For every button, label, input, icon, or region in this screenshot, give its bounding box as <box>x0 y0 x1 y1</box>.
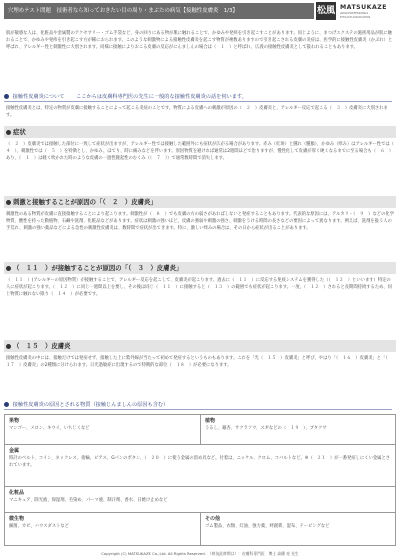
allergy-heading: （ １１ ）が接触することが原因の「（ ３ ）皮膚炎」 <box>4 262 396 274</box>
bullet-icon <box>6 344 11 349</box>
section-note: ここからは皮膚科専門医の先生に一般的な接触性皮膚炎の話を伺います。 <box>76 94 247 100</box>
page-footer: Copyright (C) MATSUKAZE Co.,Ltd. All Rights Reserved. （病気此時期は）：皮膚科専門医 博士 高橋 亮 先生 <box>101 551 299 556</box>
section-heading-about: 接触性皮膚炎について ここからは皮膚科専門医の先生に一般的な接触性皮膚炎の話を伺います。 <box>4 92 247 102</box>
page-title: 技術者なら知っておきたい目の周り・まぶたの病気【接触性皮膚炎 1/3】 <box>56 8 238 14</box>
bullet-icon <box>6 130 11 135</box>
intro-paragraph: 肌が敏感な人は、化粧品や金属製のアクセサリー・ゴム手袋など、身の回りにある物が肌に触れることで、かゆみや発疹を引き起こすことがあります。同じように、まつげエクステの施術用品が肌に触れることで、かゆみや発疹を引き起こす方が稀におられます。このような刺激物による接触性皮膚炎を起こす物質が複数ありますので引き起こされる皮膚の炎症は、医学的に接触性皮膚炎（かぶれ）と呼ばれ、アレルギー性と刺激性に大別されます。同様に接触によりおこる皮膚の反応がにんましんの場合は（ １ ）と呼ばれ、広義の接触性皮膚炎として扱われることもあります。 <box>6 31 393 51</box>
bullet-icon <box>4 94 9 99</box>
irritant-heading: 刺激と接触することが原因の「（ ２ ）皮膚炎」 <box>4 196 396 208</box>
brand-subtitle-2: EYELASH ASSOCIATION <box>340 16 371 19</box>
cause-cell-plant: 植物 うるし、銀杏、サクラソウ、スギなどの（ １９ ）、ブタクサ <box>201 415 395 445</box>
cause-cell-other: その他 ゴム製品、衣類、灯油、強力薬、絆創膏、湿布、テーピングなど <box>205 516 330 529</box>
brand-name-block <box>340 4 398 19</box>
cause-cell-fruit: 果物 マンゴー、メロン、キウイ、いちじくなど <box>5 415 201 445</box>
page-header <box>0 0 400 22</box>
bullet-icon <box>6 200 11 205</box>
cause-cell-cosmetics: 化粧品 マニキュア、除光液、保湿剤、毛染め、パーマ液、制汗剤、香水、日焼け止めなど <box>5 487 395 513</box>
brand-logo: 松風 <box>316 2 336 20</box>
allergy-body: （ １１ ）(アレルギーの原因物質）が接触することで、アレルギー反応を起こして、皮膚炎が起こります。過去に（ １１ ）に反応する免疫システムを獲得した（（ １２ ）といいます）特定の人に症状が起こります。（ １２ ）に同じ一週間以上を要し、その後は同じ（ １１ ）に接触すると（ １３ ）の範囲でも症状が起こります。一度、（ １２ ）されると長期間持続するため、同じ物質に触れない限り（ １４ ）が必要です。 <box>6 278 392 297</box>
cause-cell-metal: 金属 時計のベルト、コイン、ネックレス、指輪、ピアス、Gパンのボタン、（ ２０ ）に使う金属の留め具など。付着は、ニッケル、クロム、コバルトなど。※（ ２１ ）が一番発症しにくい金属とされています。 <box>5 445 395 487</box>
irritant-body: 刺激性のある物質が皮膚に直接接触することにより起こります。刺激性が（ ８ ）でも皮膚の方の弱さがあればしないと発症することもあります。代表的な原因には、アルカリ・（ ９ ）などの化学物質、酸性を持った動植物、石鹸や洗剤、化粧品などがあります。症状は刺激の強いほど、皮膚の強弱や刺激の強さ、刺激をうける時間の長さなどの要因によって異なります。例えば、洗剤を扱う人の手荒れ、刺激の強い薬品などによる急性の刺激性皮膚炎は、数時間で症状が出てきます。特に、激しい痒みの場合は、その日から症状が出ることがあります。 <box>6 212 394 231</box>
causes-table <box>4 414 396 546</box>
bullet-icon <box>6 266 11 271</box>
bullet-icon <box>4 402 9 407</box>
brand-subtitle-1: JAPAN PROFESSIONAL <box>340 12 369 15</box>
urticaria-body: 接触性皮膚炎の中には、接触だけでは発症せず、接触した上に紫外線が当たって初めて発症するというものもあります。これを「光（ １５ ）皮膚炎」と呼び、やはり「（ １６ ）皮膚炎」と「（ １７ ）皮膚炎」の2種類に分けられます。日光過敏症に出現するので特徴的な部位（ １８ ）が必要になります。 <box>6 356 392 368</box>
cause-cell-microbe: 微生物 細菌、カビ、ハウスダストなど <box>5 513 201 545</box>
brand-name: MATSUKAZE <box>340 4 387 11</box>
series-label: 穴埋めテスト問題 <box>8 8 51 14</box>
urticaria-heading: （ １５ ）皮膚炎 <box>4 340 396 352</box>
symptom-body: （ ２ ）皮膚炎では接触した部位に一致して症状が出ますが、アレルギー性では接触した範囲外にも症状が広がる場合があります。赤み（紅斑）と腫れ（腫脹）、かゆみ（痒み）はアレルギー性では（ ４ ）、刺激性では（ ５ ）を特徴とし、かゆみ、ほてり、時に痛みなどを伴います。原因物質を避ければ通常は2週間ほどで治りますが、慢性化して皮膚が厚く硬くなるまでに至る場合も（ ６ ）あり、（ １ ）は軽く吹かれた時のような皮膚の一過性隆起性のむくみ（（ ７ ））で通常数時間で消失します。 <box>6 142 399 161</box>
symptom-heading: 症状 <box>4 126 396 138</box>
section-about-body: 接触性皮膚炎とは、特定の物質が皮膚に接触することによって起こる炎症のことです。物質による皮膚への刺激が原因の（ ２ ）皮膚炎と、アレルギー反応で起こる（ ３ ）皮膚炎に大別されます。 <box>6 106 388 118</box>
header-band <box>4 3 314 19</box>
section-heading-causes: 接触性皮膚炎の原因とされる物質（接触じんましんの原因も含む） <box>4 400 168 410</box>
